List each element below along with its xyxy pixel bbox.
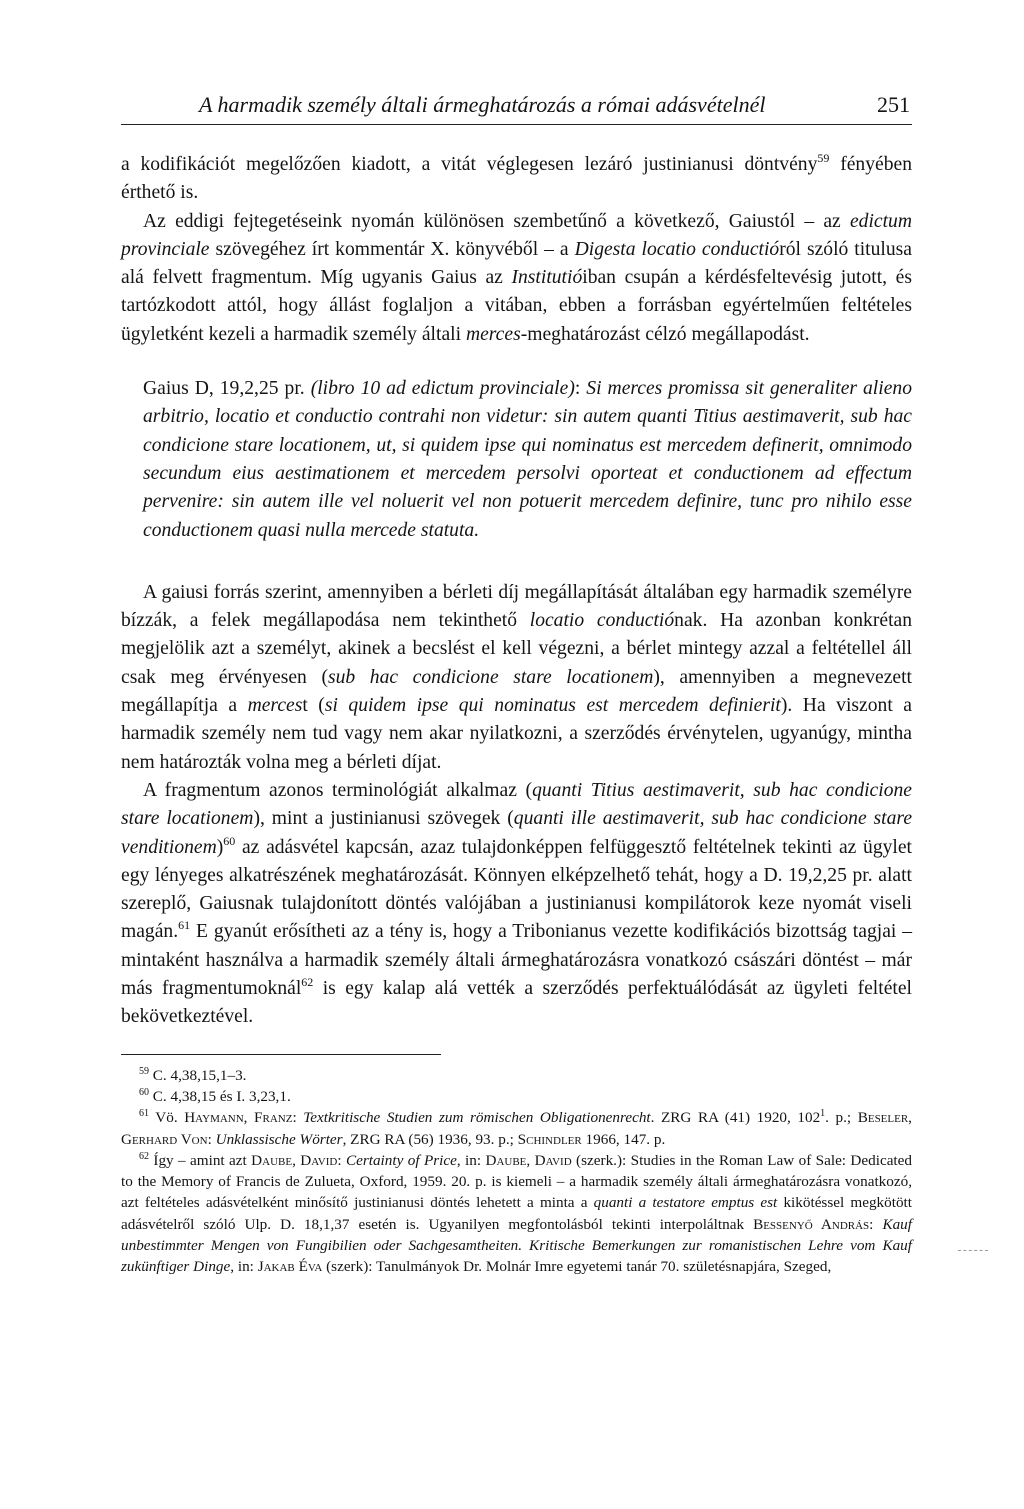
block-quote — [143, 375, 912, 545]
text-run: Az eddigi fejtegetéseink nyomán különösen szembetűnő a következő, Gaiustól – az — [143, 210, 850, 232]
citation: Gaius D, 19,2,25 pr. — [143, 378, 311, 400]
footnotes — [121, 1065, 912, 1278]
text-run: az adásvétel kapcsán, azaz tulajdonképpen felfüggesztő feltételnek tekinti az ügylet egy lényeges alkatrészének meghatározását. Könnyen elképzelhető tehát, hogy a D. 19,2,25 pr. alatt szereplő, Gaiusnak tulajdonított döntés valójában a justinianusi kompilátorok keze nyomát viseli magán. — [121, 836, 912, 943]
author-name: Jakab Éva — [257, 1258, 323, 1276]
footnote-59 — [121, 1065, 912, 1086]
body-text-2 — [121, 579, 912, 1032]
text-run: : — [869, 1215, 883, 1233]
text-run: ról szóló titulusa alá felvett fragmentum. Míg ugyanis Gaius az — [121, 238, 912, 289]
work-title: Unklassische Wörter — [215, 1130, 343, 1148]
text-run: (szerk): Tanulmányok Dr. Molnár Imre egyetemi tanár 70. születésnapjára, Szeged, — [322, 1258, 832, 1276]
text-run: : — [337, 1151, 346, 1169]
margin-mark — [958, 1250, 988, 1253]
paragraph-1 — [121, 151, 912, 208]
footnote-text: C. 4,38,15,1–3. — [149, 1066, 247, 1084]
superscript: 1 — [820, 1108, 826, 1120]
italic-run: Institutió — [511, 267, 583, 289]
author-name: Daube, David — [485, 1151, 572, 1169]
text-run: , in: — [230, 1258, 258, 1276]
footnote-ref-60[interactable]: 60 — [223, 833, 236, 848]
footnote-61 — [121, 1107, 912, 1150]
latin-quote: Si merces promissa sit generaliter alieno arbitrio, locatio et conductio contrahi non videtur: sin autem quanti Titius aestimaverit, sub hac condicione stare locationem, ut, si quidem ipse qui nominatus est mercedem definerit, omnimodo secundum eius aestimationem et mercedem persolvi oporteat et conductionem ad effectum pervenire: sin autem ille vel noluerit vel non potuerit mercedem definire, tunc pro nihilo esse conductionem quasi nulla mercede statuta. — [143, 378, 912, 541]
footnote-ref-62[interactable]: 62 — [301, 975, 314, 990]
work-title: quanti a testatore emptus est — [593, 1194, 778, 1212]
text-run: 1966, 147. p. — [581, 1130, 666, 1148]
italic-run: merces — [247, 695, 303, 717]
footnote-number: 61 — [139, 1108, 149, 1120]
text-run: kikötéssel megkötött adásvételről szóló Ulp. D. 18,1,37 esetén is. Ugyanilyen megfontolásból tekinti interpoláltnak — [121, 1194, 912, 1233]
text-run: -meghatározást célzó megállapodást. — [520, 323, 810, 345]
italic-run: edictum provinciale — [121, 210, 912, 260]
italic-run: quanti Titius aestimaverit, sub hac condicione stare locationem — [121, 779, 912, 830]
author-name: Bessenyő András — [753, 1215, 870, 1233]
footnote-number: 62 — [139, 1150, 149, 1162]
footnote-60 — [121, 1086, 912, 1107]
work-title: Kauf unbestimmter Mengen von Fungibilien oder Sachgesamtheiten. Kritische Bemerkungen zur romanistischen Lehre vom Kauf zukünftiger Dinge — [121, 1215, 912, 1276]
italic-run: Digesta locatio conductió — [574, 238, 780, 260]
italic-run: si quidem ipse qui nominatus est mercedem definierit — [324, 695, 781, 717]
footnote-ref-59[interactable]: 59 — [817, 151, 830, 165]
text-run: , ZRG RA (56) 1936, 93. p.; — [342, 1130, 518, 1148]
text-run: ) — [216, 836, 224, 858]
text-run: E gyanút erősítheti az a tény is, hogy a Tribonianus vezette kodifikációs bizottság tagjai – mintaként használva a harmadik személy általi ármeghatározásra vonatkozó császári döntést – már más fragmentumoknál — [121, 921, 912, 1000]
text-run: A gaiusi forrás szerint, amennyiben a bérleti díj megállapítását általában egy harmadik személyre bízzák, a felek megállapodása nem tekinthető — [121, 581, 912, 632]
text-run: Vö. — [149, 1109, 185, 1127]
author-name: Schindler — [517, 1130, 582, 1148]
text-run: : — [207, 1130, 216, 1148]
text-run: A fragmentum azonos terminológiát alkalmaz ( — [143, 779, 533, 801]
text-run: is egy kalap alá vették a szerződés perfektuálódását az ügyleti feltétel bekövetkeztével. — [121, 978, 912, 1028]
running-title: A harmadik személy általi ármeghatározás a római adásvételnél — [199, 92, 766, 117]
text-run: fényében érthető is. — [121, 154, 912, 204]
text-run: Így – amint azt — [149, 1151, 252, 1169]
text-run: : — [574, 378, 587, 400]
text-run: a kodifikációt megelőzően kiadott, a vitát véglegesen lezáró justinianusi döntvény — [121, 154, 818, 175]
paragraph-4 — [121, 777, 912, 1032]
text-run: . ZRG RA (41) 1920, 102 — [650, 1109, 821, 1127]
author-name: Beseler, Gerhard Von — [121, 1109, 912, 1148]
author-name: Daube, David — [251, 1151, 338, 1169]
author-name: Haymann, Franz — [184, 1109, 293, 1127]
work-title: Certainty of Price — [345, 1151, 457, 1169]
page-number: 251 — [877, 92, 910, 117]
italic-run: quanti ille aestimaverit, sub hac condicione stare venditionem — [121, 808, 913, 858]
footnote-number: 60 — [139, 1086, 149, 1098]
paragraph-2 — [121, 208, 912, 349]
work-title: Textkritische Studien zum römischen Obligationenrecht — [303, 1109, 651, 1127]
italic-run: merces — [465, 323, 521, 345]
italic-run: (libro 10 ad edictum provinciale) — [310, 378, 575, 400]
footnote-text: C. 4,38,15 és I. 3,23,1. — [149, 1087, 291, 1105]
text-run: , in: — [456, 1151, 486, 1169]
text-run: . p.; — [825, 1109, 858, 1127]
footnote-ref-61[interactable]: 61 — [178, 918, 191, 933]
italic-run: locatio conductió — [529, 610, 675, 632]
text-run: : — [292, 1109, 304, 1127]
document-page — [121, 92, 912, 1278]
text-run: iban csupán a kérdésfeltevésig jutott, és tartózkodott attól, hogy állást foglaljon a vitában, ebben a forrásban egyértelműen feltételes ügyletként kezeli a harmadik személy általi — [121, 267, 912, 345]
footnote-number: 59 — [139, 1065, 149, 1077]
paragraph-3 — [121, 579, 912, 777]
italic-run: sub hac condicione stare locationem — [327, 666, 654, 688]
text-run: (szerk.): Studies in the Roman Law of Sale: Dedicated to the Memory of Francis de Zulueta, Oxford, 1959. 20. p. is kiemeli – a harmadik személy általi ármeghatározásra vonatkozó, azt feltételes adásvételként minősítő justinianusi döntés lehetett a minta a — [121, 1151, 912, 1212]
text-run: t ( — [302, 695, 325, 717]
text-run: nak. Ha azonban konkrétan megjelölik azt a személyt, akinek a becslést el kell végezni, a bérlet mintegy azzal a feltétellel áll csak meg érvényesen ( — [121, 610, 913, 688]
text-run: szövegéhez írt kommentár X. könyvéből – a — [209, 238, 575, 260]
text-run: ), mint a justinianusi szövegek ( — [253, 808, 514, 830]
footnote-divider — [121, 1054, 441, 1055]
footnote-62 — [121, 1150, 912, 1278]
running-header — [121, 92, 912, 125]
text-run: ), amennyiben a megnevezett megállapítja a — [121, 666, 912, 717]
text-run: ). Ha viszont a harmadik személy nem tud vagy nem akar nyilatkozni, a szerződés érvénytelen, ugyanúgy, mintha nem határozták volna meg a bérleti díjat. — [121, 695, 912, 773]
body-text — [121, 151, 912, 349]
